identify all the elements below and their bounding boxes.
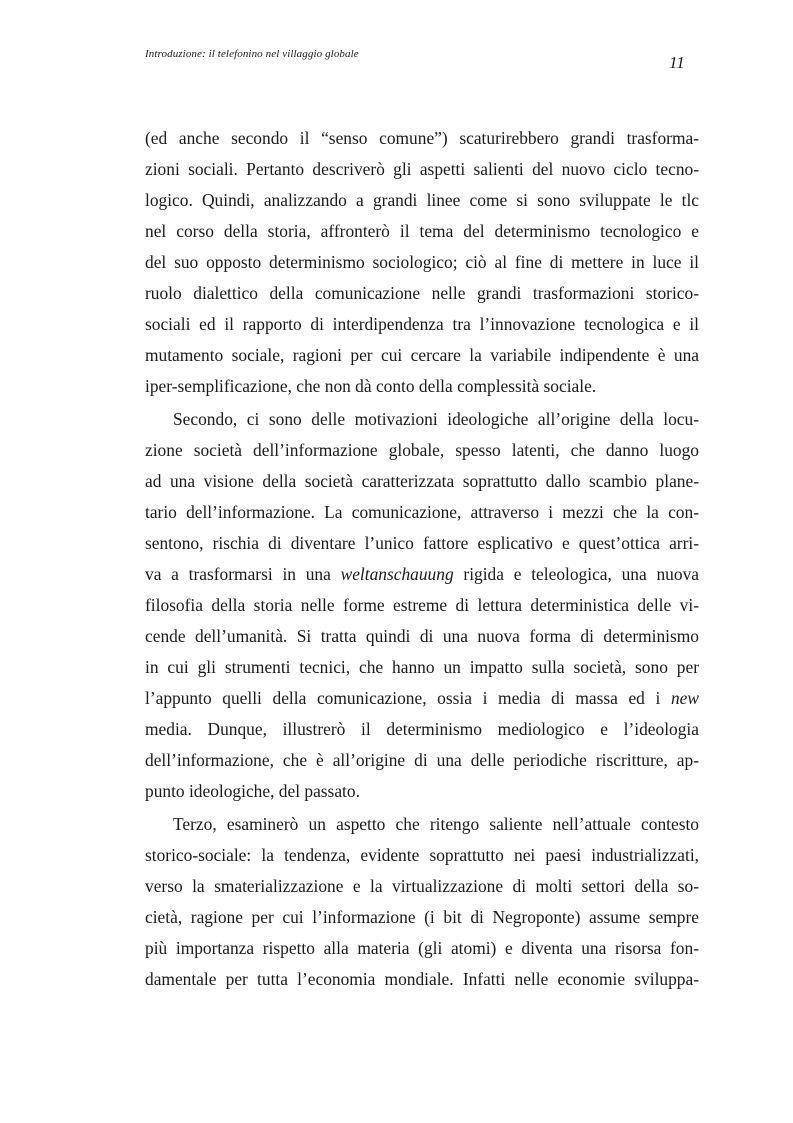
text-line: del suo opposto determinismo sociologico; ciò al fine di mettere in luce il [145, 252, 699, 272]
text-line: cietà, ragione per cui l’informazione (i bit di Negroponte) assume sempre [145, 907, 699, 927]
text-line: in cui gli strumenti tecnici, che hanno un impatto sulla società, sono per [145, 657, 699, 677]
body-text [145, 123, 699, 995]
text-line: ad una visione della società caratterizzata soprattutto dallo scambio plane- [145, 471, 699, 491]
text-line: storico-sociale: la tendenza, evidente soprattutto nei paesi industrializzati, [145, 845, 699, 865]
text-line: nel corso della storia, affronterò il tema del determinismo tecnologico e [145, 221, 699, 241]
text-line: zione società dell’informazione globale, spesso latenti, che danno luogo [145, 440, 699, 460]
text-line: verso la smaterializzazione e la virtualizzazione di molti settori della so- [145, 876, 699, 896]
text-line: punto ideologiche, del passato. [145, 781, 360, 801]
text-line: cende dell’umanità. Si tratta quindi di una nuova forma di determinismo [145, 626, 699, 646]
text-line: mutamento sociale, ragioni per cui cercare la variabile indipendente è una [145, 345, 699, 365]
text-segment: l’appunto quelli della comunicazione, ossia i media di massa ed i [145, 688, 671, 708]
paragraph-2 [145, 404, 699, 807]
text-line: damentale per tutta l’economia mondiale. Infatti nelle economie sviluppa- [145, 969, 699, 989]
text-line: sentono, rischia di diventare l’unico fattore esplicativo e quest’ottica arri- [145, 533, 699, 553]
text-line: Secondo, ci sono delle motivazioni ideologiche all’origine della locu- [173, 409, 699, 429]
text-line: dell’informazione, che è all’origine di una delle periodiche riscritture, ap- [145, 750, 699, 770]
text-line: filosofia della storia nelle forme estreme di lettura deterministica delle vi- [145, 595, 699, 615]
text-line: più importanza rispetto alla materia (gli atomi) e diventa una risorsa fon- [145, 938, 699, 958]
italic-term: weltanschauung [340, 564, 454, 584]
text-line: logico. Quindi, analizzando a grandi linee come si sono sviluppate le tlc [145, 190, 699, 210]
text-segment: va a trasformarsi in una [145, 564, 341, 584]
text-line: (ed anche secondo il “senso comune”) scaturirebbero grandi trasforma- [145, 128, 699, 148]
text-line: Terzo, esaminerò un aspetto che ritengo saliente nell’attuale contesto [173, 814, 699, 834]
text-line: zioni sociali. Pertanto descriverò gli aspetti salienti del nuovo ciclo tecno- [145, 159, 699, 179]
paragraph-3 [145, 809, 699, 995]
text-line: media. Dunque, illustrerò il determinismo mediologico e l’ideologia [145, 719, 699, 739]
text-line: tario dell’informazione. La comunicazione, attraverso i mezzi che la con- [145, 502, 699, 522]
running-header: Introduzione: il telefonino nel villaggio globale [145, 48, 359, 60]
text-line: iper-semplificazione, che non dà conto della complessità sociale. [145, 376, 597, 396]
text-line [145, 683, 699, 714]
text-line: ruolo dialettico della comunicazione nelle grandi trasformazioni storico- [145, 283, 699, 303]
paragraph-1 [145, 123, 699, 402]
text-line: sociali ed il rapporto di interdipendenza tra l’innovazione tecnologica e il [145, 314, 699, 334]
text-segment: rigida e teleologica, una nuova [453, 564, 699, 584]
page-number: 11 [669, 53, 685, 72]
text-line [145, 559, 699, 590]
italic-term: new [670, 688, 699, 708]
